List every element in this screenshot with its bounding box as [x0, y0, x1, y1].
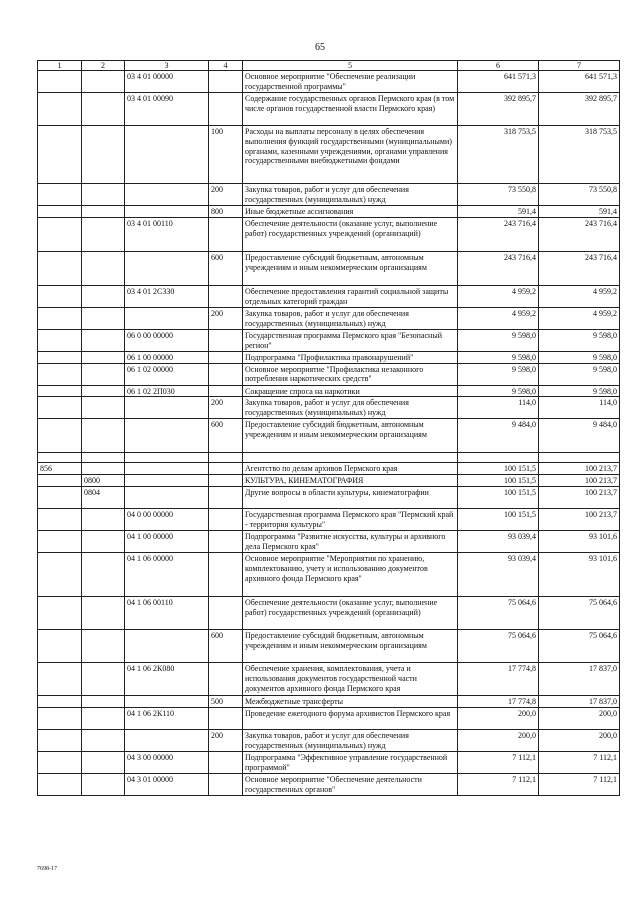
- admin-code-cell: [38, 285, 82, 307]
- amount-year2-cell: [539, 453, 620, 463]
- table-body: [38, 71, 620, 796]
- expense-type-cell: [209, 363, 243, 385]
- section-code-cell: [82, 329, 125, 351]
- amount-year2-cell: 200,0: [539, 729, 620, 751]
- admin-code-cell: [38, 508, 82, 530]
- admin-code-cell: [38, 71, 82, 93]
- expense-type-cell: [209, 486, 243, 508]
- expense-type-cell: 100: [209, 126, 243, 184]
- section-code-cell: [82, 707, 125, 729]
- expense-type-cell: 600: [209, 629, 243, 662]
- amount-year1-cell: 17 774,8: [458, 662, 539, 695]
- expense-type-cell: [209, 329, 243, 351]
- target-article-cell: [125, 453, 209, 463]
- amount-year1-cell: 93 039,4: [458, 552, 539, 596]
- amount-year1-cell: 9 598,0: [458, 329, 539, 351]
- expense-type-cell: 200: [209, 184, 243, 206]
- target-article-cell: [125, 184, 209, 206]
- table-row: [38, 475, 620, 487]
- section-code-cell: [82, 363, 125, 385]
- target-article-cell: 06 1 02 2П030: [125, 385, 209, 397]
- amount-year1-cell: 318 753,5: [458, 126, 539, 184]
- section-code-cell: [82, 251, 125, 285]
- amount-year1-cell: 100 151,5: [458, 508, 539, 530]
- description-cell: Предоставление субсидий бюджетным, автономным учреждениям и иным некоммерческим организациям: [243, 251, 458, 285]
- amount-year1-cell: 100 151,5: [458, 475, 539, 487]
- admin-code-cell: [38, 419, 82, 453]
- description-cell: Закупка товаров, работ и услуг для обеспечения государственных (муниципальных) нужд: [243, 184, 458, 206]
- amount-year1-cell: 114,0: [458, 397, 539, 419]
- admin-code-cell: [38, 486, 82, 508]
- column-header: 4: [209, 61, 243, 71]
- table-row: [38, 206, 620, 218]
- expense-type-cell: [209, 751, 243, 773]
- target-article-cell: 03 4 01 00090: [125, 93, 209, 126]
- amount-year2-cell: 318 753,5: [539, 126, 620, 184]
- target-article-cell: 03 4 01 00110: [125, 217, 209, 251]
- table-row: [38, 363, 620, 385]
- table-row: [38, 93, 620, 126]
- admin-code-cell: [38, 695, 82, 707]
- amount-year1-cell: 200,0: [458, 729, 539, 751]
- section-code-cell: [82, 217, 125, 251]
- expense-type-cell: [209, 596, 243, 629]
- amount-year2-cell: 7 112,1: [539, 751, 620, 773]
- description-cell: Обеспечение предоставления гарантий социальной защиты отдельных категорий граждан: [243, 285, 458, 307]
- amount-year1-cell: 9 598,0: [458, 385, 539, 397]
- expense-type-cell: [209, 552, 243, 596]
- amount-year1-cell: 4 959,2: [458, 307, 539, 329]
- expense-type-cell: 800: [209, 206, 243, 218]
- admin-code-cell: [38, 217, 82, 251]
- description-cell: Обеспечение хранения, комплектования, учета и использования документов государственной части документов архивного фонда Пермского края: [243, 662, 458, 695]
- target-article-cell: [125, 729, 209, 751]
- admin-code-cell: [38, 93, 82, 126]
- amount-year2-cell: 93 101,6: [539, 530, 620, 552]
- column-header: 7: [539, 61, 620, 71]
- table-row: [38, 508, 620, 530]
- table-row: [38, 217, 620, 251]
- description-cell: Содержание государственных органов Пермского края (в том числе органов государственной власти Пермского края): [243, 93, 458, 126]
- section-code-cell: [82, 530, 125, 552]
- expense-type-cell: [209, 530, 243, 552]
- section-code-cell: [82, 184, 125, 206]
- description-cell: Проведение ежегодного форума архивистов Пермского края: [243, 707, 458, 729]
- admin-code-cell: [38, 126, 82, 184]
- column-header: 1: [38, 61, 82, 71]
- target-article-cell: 04 1 06 00000: [125, 552, 209, 596]
- budget-table-container: [37, 60, 619, 796]
- table-row: [38, 463, 620, 475]
- amount-year2-cell: 100 213,7: [539, 508, 620, 530]
- table-row: [38, 486, 620, 508]
- amount-year2-cell: 75 064,6: [539, 629, 620, 662]
- amount-year1-cell: 73 550,8: [458, 184, 539, 206]
- target-article-cell: 04 3 01 00000: [125, 773, 209, 795]
- amount-year2-cell: 243 716,4: [539, 217, 620, 251]
- table-row: [38, 251, 620, 285]
- amount-year1-cell: 7 112,1: [458, 751, 539, 773]
- amount-year1-cell: 100 151,5: [458, 486, 539, 508]
- amount-year2-cell: 200,0: [539, 707, 620, 729]
- section-code-cell: [82, 385, 125, 397]
- table-row: [38, 351, 620, 363]
- amount-year1-cell: 200,0: [458, 707, 539, 729]
- target-article-cell: 03 4 01 00000: [125, 71, 209, 93]
- section-code-cell: [82, 751, 125, 773]
- target-article-cell: [125, 397, 209, 419]
- section-code-cell: [82, 206, 125, 218]
- admin-code-cell: [38, 397, 82, 419]
- description-cell: Основное мероприятие "Профилактика незаконного потребления наркотических средств": [243, 363, 458, 385]
- section-code-cell: [82, 552, 125, 596]
- budget-table: [37, 60, 620, 796]
- table-row: [38, 285, 620, 307]
- table-row: [38, 751, 620, 773]
- section-code-cell: [82, 93, 125, 126]
- table-row: [38, 729, 620, 751]
- table-row: [38, 453, 620, 463]
- amount-year1-cell: 9 598,0: [458, 351, 539, 363]
- admin-code-cell: [38, 363, 82, 385]
- section-code-cell: [82, 695, 125, 707]
- target-article-cell: 04 3 00 00000: [125, 751, 209, 773]
- section-code-cell: [82, 463, 125, 475]
- section-code-cell: [82, 351, 125, 363]
- admin-code-cell: [38, 751, 82, 773]
- table-row: [38, 773, 620, 795]
- amount-year1-cell: 93 039,4: [458, 530, 539, 552]
- amount-year2-cell: 591,4: [539, 206, 620, 218]
- amount-year2-cell: 17 837,0: [539, 695, 620, 707]
- description-cell: Агентство по делам архивов Пермского края: [243, 463, 458, 475]
- target-article-cell: [125, 126, 209, 184]
- column-header: 6: [458, 61, 539, 71]
- target-article-cell: 04 1 00 00000: [125, 530, 209, 552]
- expense-type-cell: [209, 475, 243, 487]
- admin-code-cell: [38, 184, 82, 206]
- description-cell: Основное мероприятие "Мероприятия по хранению, комплектованию, учету и использованию документов архивного фонда Пермского края": [243, 552, 458, 596]
- amount-year2-cell: 93 101,6: [539, 552, 620, 596]
- target-article-cell: 04 1 06 2К110: [125, 707, 209, 729]
- description-cell: Сокращение спроса на наркотики: [243, 385, 458, 397]
- page-number: 65: [315, 42, 325, 53]
- target-article-cell: 06 1 00 00000: [125, 351, 209, 363]
- section-code-cell: [82, 773, 125, 795]
- amount-year1-cell: 591,4: [458, 206, 539, 218]
- description-cell: Закупка товаров, работ и услуг для обеспечения государственных (муниципальных) нужд: [243, 397, 458, 419]
- expense-type-cell: 600: [209, 419, 243, 453]
- amount-year1-cell: 9 598,0: [458, 363, 539, 385]
- section-code-cell: 0800: [82, 475, 125, 487]
- table-row: [38, 71, 620, 93]
- amount-year1-cell: 243 716,4: [458, 251, 539, 285]
- amount-year2-cell: 100 213,7: [539, 463, 620, 475]
- expense-type-cell: 200: [209, 397, 243, 419]
- description-cell: Расходы на выплаты персоналу в целях обеспечения выполнения функций государственными (муниципальными) органами, казенными учреждениями, органами управления государственными внебюджетными фондами: [243, 126, 458, 184]
- target-article-cell: [125, 463, 209, 475]
- amount-year1-cell: 392 895,7: [458, 93, 539, 126]
- table-row: [38, 329, 620, 351]
- expense-type-cell: [209, 508, 243, 530]
- amount-year2-cell: 75 064,6: [539, 596, 620, 629]
- target-article-cell: [125, 629, 209, 662]
- amount-year1-cell: 9 484,0: [458, 419, 539, 453]
- amount-year1-cell: 641 571,3: [458, 71, 539, 93]
- target-article-cell: [125, 206, 209, 218]
- amount-year2-cell: 392 895,7: [539, 93, 620, 126]
- table-row: [38, 126, 620, 184]
- section-code-cell: [82, 662, 125, 695]
- admin-code-cell: [38, 707, 82, 729]
- table-row: [38, 629, 620, 662]
- section-code-cell: [82, 629, 125, 662]
- target-article-cell: 06 0 00 00000: [125, 329, 209, 351]
- table-row: [38, 397, 620, 419]
- target-article-cell: 04 1 06 00110: [125, 596, 209, 629]
- amount-year2-cell: 4 959,2: [539, 307, 620, 329]
- amount-year1-cell: 75 064,6: [458, 596, 539, 629]
- table-row: [38, 184, 620, 206]
- target-article-cell: 06 1 02 00000: [125, 363, 209, 385]
- admin-code-cell: [38, 773, 82, 795]
- target-article-cell: [125, 307, 209, 329]
- expense-type-cell: [209, 662, 243, 695]
- amount-year1-cell: 100 151,5: [458, 463, 539, 475]
- description-cell: Другие вопросы в области культуры, кинематографии: [243, 486, 458, 508]
- expense-type-cell: 200: [209, 307, 243, 329]
- description-cell: Основное мероприятие "Обеспечение деятельности государственных органов": [243, 773, 458, 795]
- section-code-cell: [82, 729, 125, 751]
- amount-year2-cell: 73 550,8: [539, 184, 620, 206]
- amount-year2-cell: 4 959,2: [539, 285, 620, 307]
- section-code-cell: [82, 126, 125, 184]
- section-code-cell: [82, 285, 125, 307]
- description-cell: Обеспечение деятельности (оказание услуг, выполнение работ) государственных учреждений (организаций): [243, 596, 458, 629]
- amount-year1-cell: 4 959,2: [458, 285, 539, 307]
- amount-year2-cell: 17 837,0: [539, 662, 620, 695]
- expense-type-cell: [209, 707, 243, 729]
- description-cell: Обеспечение деятельности (оказание услуг, выполнение работ) государственных учреждений (организаций): [243, 217, 458, 251]
- table-row: [38, 307, 620, 329]
- expense-type-cell: [209, 93, 243, 126]
- description-cell: Подпрограмма "Развитие искусства, культуры и архивного дела Пермского края": [243, 530, 458, 552]
- target-article-cell: [125, 419, 209, 453]
- amount-year2-cell: 114,0: [539, 397, 620, 419]
- description-cell: Закупка товаров, работ и услуг для обеспечения государственных (муниципальных) нужд: [243, 307, 458, 329]
- expense-type-cell: [209, 463, 243, 475]
- target-article-cell: [125, 251, 209, 285]
- expense-type-cell: [209, 71, 243, 93]
- section-code-cell: [82, 307, 125, 329]
- section-code-cell: [82, 397, 125, 419]
- column-header: 5: [243, 61, 458, 71]
- column-header: 2: [82, 61, 125, 71]
- expense-type-cell: [209, 217, 243, 251]
- expense-type-cell: 200: [209, 729, 243, 751]
- admin-code-cell: [38, 662, 82, 695]
- admin-code-cell: [38, 307, 82, 329]
- expense-type-cell: [209, 773, 243, 795]
- target-article-cell: [125, 695, 209, 707]
- target-article-cell: [125, 475, 209, 487]
- target-article-cell: 03 4 01 2С330: [125, 285, 209, 307]
- section-code-cell: [82, 453, 125, 463]
- admin-code-cell: [38, 329, 82, 351]
- description-cell: Подпрограмма "Эффективное управление государственной программой": [243, 751, 458, 773]
- amount-year2-cell: 9 484,0: [539, 419, 620, 453]
- footer-code: 7698-17: [37, 866, 57, 872]
- admin-code-cell: [38, 530, 82, 552]
- amount-year1-cell: 75 064,6: [458, 629, 539, 662]
- amount-year2-cell: 100 213,7: [539, 486, 620, 508]
- admin-code-cell: [38, 351, 82, 363]
- amount-year2-cell: 9 598,0: [539, 363, 620, 385]
- amount-year1-cell: [458, 453, 539, 463]
- admin-code-cell: [38, 475, 82, 487]
- amount-year2-cell: 9 598,0: [539, 351, 620, 363]
- table-row: [38, 552, 620, 596]
- admin-code-cell: [38, 251, 82, 285]
- description-cell: Государственная программа Пермского края "Пермский край - территория культуры": [243, 508, 458, 530]
- table-row: [38, 662, 620, 695]
- description-cell: Межбюджетные трансферты: [243, 695, 458, 707]
- admin-code-cell: [38, 206, 82, 218]
- expense-type-cell: [209, 285, 243, 307]
- expense-type-cell: [209, 453, 243, 463]
- section-code-cell: [82, 419, 125, 453]
- amount-year2-cell: 100 213,7: [539, 475, 620, 487]
- amount-year2-cell: 641 571,3: [539, 71, 620, 93]
- target-article-cell: [125, 486, 209, 508]
- expense-type-cell: 500: [209, 695, 243, 707]
- section-code-cell: [82, 596, 125, 629]
- admin-code-cell: [38, 596, 82, 629]
- description-cell: Предоставление субсидий бюджетным, автономным учреждениям и иным некоммерческим организациям: [243, 629, 458, 662]
- admin-code-cell: [38, 729, 82, 751]
- table-row: [38, 596, 620, 629]
- description-cell: КУЛЬТУРА, КИНЕМАТОГРАФИЯ: [243, 475, 458, 487]
- amount-year1-cell: 7 112,1: [458, 773, 539, 795]
- amount-year2-cell: 9 598,0: [539, 385, 620, 397]
- table-row: [38, 695, 620, 707]
- section-code-cell: [82, 71, 125, 93]
- description-cell: Государственная программа Пермского края "Безопасный регион": [243, 329, 458, 351]
- expense-type-cell: [209, 385, 243, 397]
- admin-code-cell: [38, 629, 82, 662]
- description-cell: Предоставление субсидий бюджетным, автономным учреждениям и иным некоммерческим организациям: [243, 419, 458, 453]
- table-row: [38, 530, 620, 552]
- column-number-row: [38, 61, 620, 71]
- amount-year2-cell: 243 716,4: [539, 251, 620, 285]
- description-cell: [243, 453, 458, 463]
- section-code-cell: [82, 508, 125, 530]
- table-row: [38, 419, 620, 453]
- admin-code-cell: [38, 385, 82, 397]
- description-cell: Иные бюджетные ассигнования: [243, 206, 458, 218]
- expense-type-cell: [209, 351, 243, 363]
- table-row: [38, 385, 620, 397]
- column-header: 3: [125, 61, 209, 71]
- admin-code-cell: [38, 453, 82, 463]
- amount-year1-cell: 17 774,8: [458, 695, 539, 707]
- target-article-cell: 04 0 00 00000: [125, 508, 209, 530]
- table-row: [38, 707, 620, 729]
- amount-year2-cell: 7 112,1: [539, 773, 620, 795]
- description-cell: Закупка товаров, работ и услуг для обеспечения государственных (муниципальных) нужд: [243, 729, 458, 751]
- target-article-cell: 04 1 06 2К080: [125, 662, 209, 695]
- description-cell: Основное мероприятие "Обеспечение реализации государственной программы": [243, 71, 458, 93]
- admin-code-cell: 856: [38, 463, 82, 475]
- admin-code-cell: [38, 552, 82, 596]
- section-code-cell: 0804: [82, 486, 125, 508]
- amount-year1-cell: 243 716,4: [458, 217, 539, 251]
- description-cell: Подпрограмма "Профилактика правонарушений": [243, 351, 458, 363]
- expense-type-cell: 600: [209, 251, 243, 285]
- amount-year2-cell: 9 598,0: [539, 329, 620, 351]
